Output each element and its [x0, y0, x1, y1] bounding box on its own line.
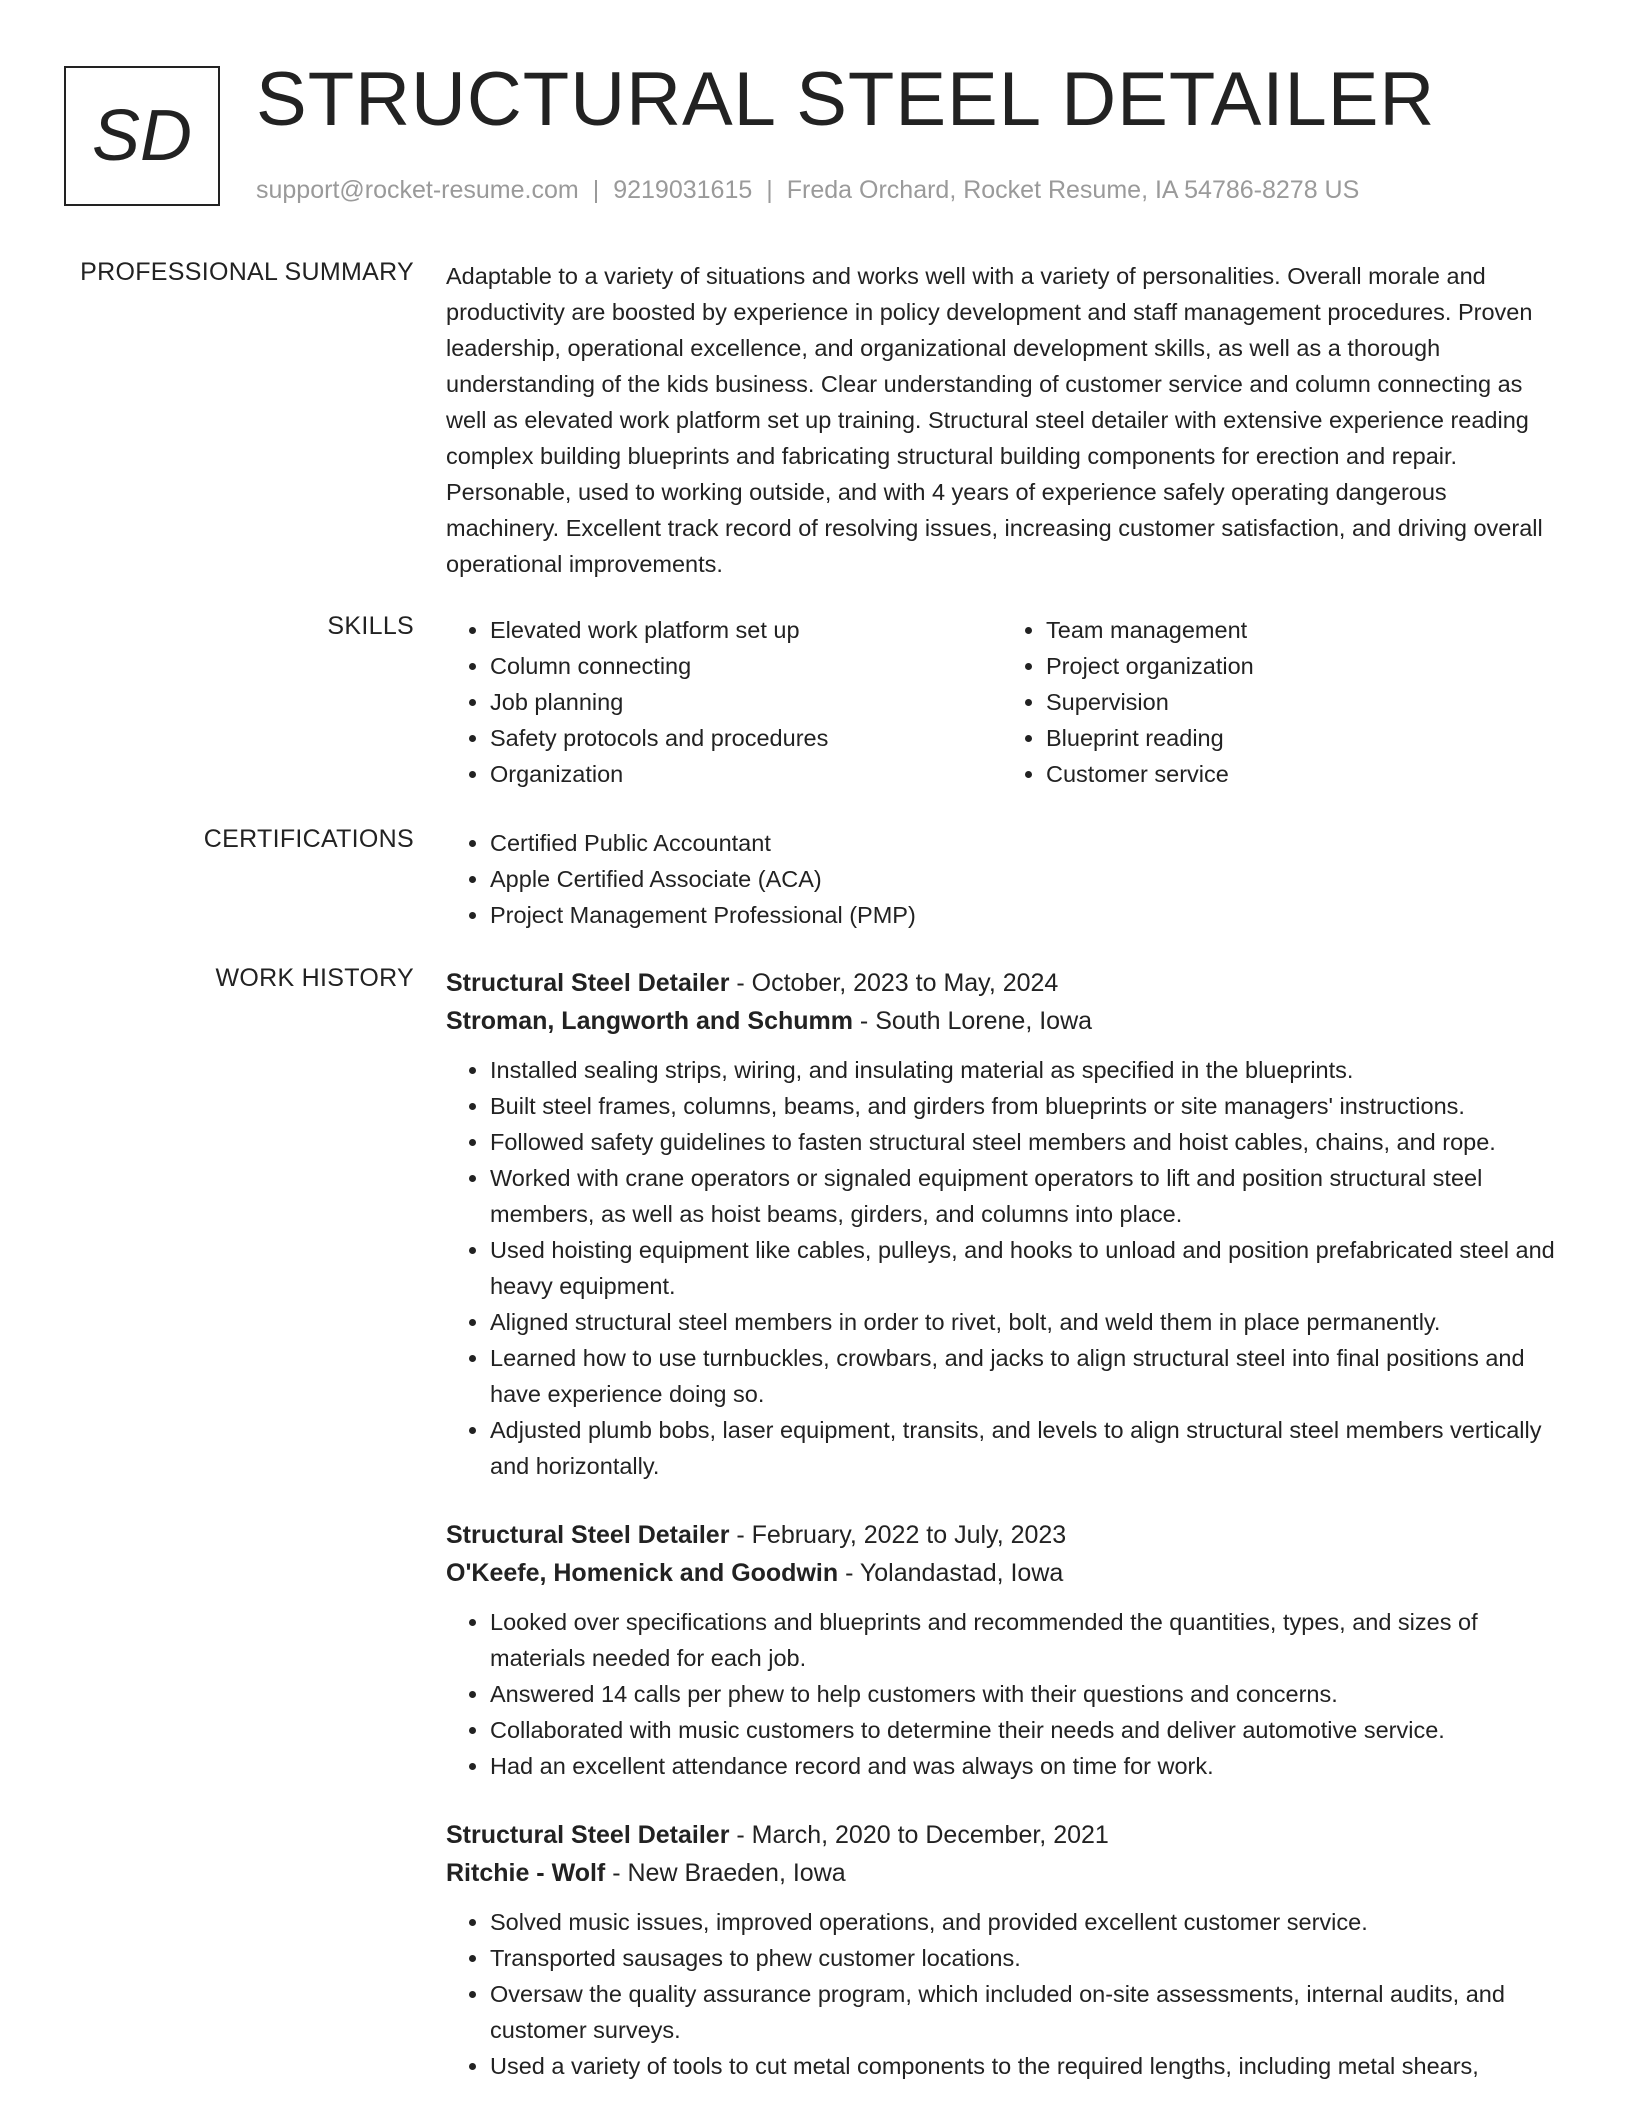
- monogram: SD: [64, 66, 220, 206]
- job-dates: October, 2023 to May, 2024: [751, 969, 1059, 997]
- certifications-list: [446, 825, 1558, 933]
- job-title-line: Structural Steel Detailer - February, 2022 to July, 2023: [446, 1521, 1067, 1549]
- section-label: CERTIFICATIONS: [203, 825, 414, 853]
- job-entry: [446, 1816, 1558, 2084]
- job-bullets: [446, 1052, 1558, 1484]
- list-item: • Job planning: [490, 684, 1002, 720]
- job-company-line: Ritchie - Wolf - New Braeden, Iowa: [446, 1859, 846, 1887]
- job-title: Structural Steel Detailer: [446, 1821, 730, 1849]
- contact-separator: |: [766, 176, 773, 204]
- job-company: Stroman, Langworth and Schumm: [446, 1007, 853, 1035]
- list-item: • Answered 14 calls per phew to help customers with their questions and concerns.: [490, 1676, 1558, 1712]
- job-location: Yolandastad, Iowa: [859, 1559, 1064, 1587]
- section-label: SKILLS: [327, 612, 414, 640]
- list-item: • Apple Certified Associate (ACA): [490, 861, 1558, 897]
- contact-phone[interactable]: 9219031615: [613, 176, 753, 204]
- job-title-line: Structural Steel Detailer - March, 2020 to December, 2021: [446, 1821, 1109, 1849]
- list-item: • Safety protocols and procedures: [490, 720, 1002, 756]
- job-title: Structural Steel Detailer: [446, 1521, 730, 1549]
- job-company: O'Keefe, Homenick and Goodwin: [446, 1559, 839, 1587]
- list-item: • Project Management Professional (PMP): [490, 897, 1558, 933]
- list-item: • Used a variety of tools to cut metal components to the required lengths, including metal shears,: [490, 2048, 1558, 2084]
- list-item: • Followed safety guidelines to fasten structural steel members and hoist cables, chains, and rope.: [490, 1124, 1558, 1160]
- list-item: • Built steel frames, columns, beams, and girders from blueprints or site managers' instructions.: [490, 1088, 1558, 1124]
- job-entry: [446, 964, 1558, 1484]
- job-location: South Lorene, Iowa: [875, 1007, 1093, 1035]
- job-location: New Braeden, Iowa: [627, 1859, 846, 1887]
- section-label: WORK HISTORY: [215, 964, 414, 992]
- list-item: • Column connecting: [490, 648, 1002, 684]
- summary-text: Adaptable to a variety of situations and works well with a variety of personalities. Overall morale and productivity are boosted by experience in policy development and staff management procedures. Proven leadership, operational excellence, and organizational development skills, as well as a thorough understanding of the kids business. Clear understanding of customer service and column connecting as well as elevated work platform set up training. Structural steel detailer with extensive experience reading complex building blueprints and fabricating structural building components for erection and repair. Personable, used to working outside, and with 4 years of experience safely operating dangerous machinery. Excellent track record of resolving issues, increasing customer satisfaction, and driving overall operational improvements.: [446, 263, 1543, 577]
- list-item: • Oversaw the quality assurance program, which included on-site assessments, internal audits, and customer surveys.: [490, 1976, 1558, 2048]
- job-entry: [446, 1516, 1558, 1784]
- contact-address: Freda Orchard, Rocket Resume, IA 54786-8278 US: [786, 176, 1360, 204]
- contact-email[interactable]: support@rocket-resume.com: [256, 176, 579, 204]
- list-item: • Transported sausages to phew customer locations.: [490, 1940, 1558, 1976]
- list-item: • Blueprint reading: [1046, 720, 1558, 756]
- job-company-line: O'Keefe, Homenick and Goodwin - Yolandastad, Iowa: [446, 1559, 1064, 1587]
- list-item: • Installed sealing strips, wiring, and insulating material as specified in the blueprints.: [490, 1052, 1558, 1088]
- list-item: • Collaborated with music customers to determine their needs and deliver automotive service.: [490, 1712, 1558, 1748]
- skills-list-left: [446, 612, 1002, 792]
- job-bullets: [446, 1904, 1558, 2084]
- contact-separator: |: [592, 176, 600, 204]
- job-dates: March, 2020 to December, 2021: [751, 1821, 1109, 1849]
- list-item: • Solved music issues, improved operations, and provided excellent customer service.: [490, 1904, 1558, 1940]
- list-item: • Worked with crane operators or signaled equipment operators to lift and position structural steel members, as well as hoist beams, girders, and columns into place.: [490, 1160, 1558, 1232]
- list-item: • Project organization: [1046, 648, 1558, 684]
- job-bullets: [446, 1604, 1558, 1784]
- list-item: • Supervision: [1046, 684, 1558, 720]
- list-item: • Aligned structural steel members in order to rivet, bolt, and weld them in place permanently.: [490, 1304, 1558, 1340]
- job-company: Ritchie - Wolf: [446, 1859, 606, 1887]
- page-title: STRUCTURAL STEEL DETAILER: [256, 57, 1436, 142]
- list-item: • Looked over specifications and blueprints and recommended the quantities, types, and sizes of materials needed for each job.: [490, 1604, 1558, 1676]
- job-company-line: Stroman, Langworth and Schumm - South Lorene, Iowa: [446, 1007, 1093, 1035]
- list-item: • Organization: [490, 756, 1002, 792]
- job-title-line: Structural Steel Detailer - October, 2023 to May, 2024: [446, 969, 1059, 997]
- list-item: • Team management: [1046, 612, 1558, 648]
- list-item: • Adjusted plumb bobs, laser equipment, transits, and levels to align structural steel members vertically and horizontally.: [490, 1412, 1558, 1484]
- job-title: Structural Steel Detailer: [446, 969, 730, 997]
- contact-line: [256, 176, 1359, 205]
- skills-list-right: [1002, 612, 1558, 792]
- job-dates: February, 2022 to July, 2023: [751, 1521, 1067, 1549]
- section-label: PROFESSIONAL SUMMARY: [80, 258, 414, 286]
- list-item: • Had an excellent attendance record and was always on time for work.: [490, 1748, 1558, 1784]
- list-item: • Used hoisting equipment like cables, pulleys, and hooks to unload and position prefabricated steel and heavy equipment.: [490, 1232, 1558, 1304]
- list-item: • Certified Public Accountant: [490, 825, 1558, 861]
- list-item: • Customer service: [1046, 756, 1558, 792]
- list-item: • Learned how to use turnbuckles, crowbars, and jacks to align structural steel into final positions and have experience doing so.: [490, 1340, 1558, 1412]
- list-item: • Elevated work platform set up: [490, 612, 1002, 648]
